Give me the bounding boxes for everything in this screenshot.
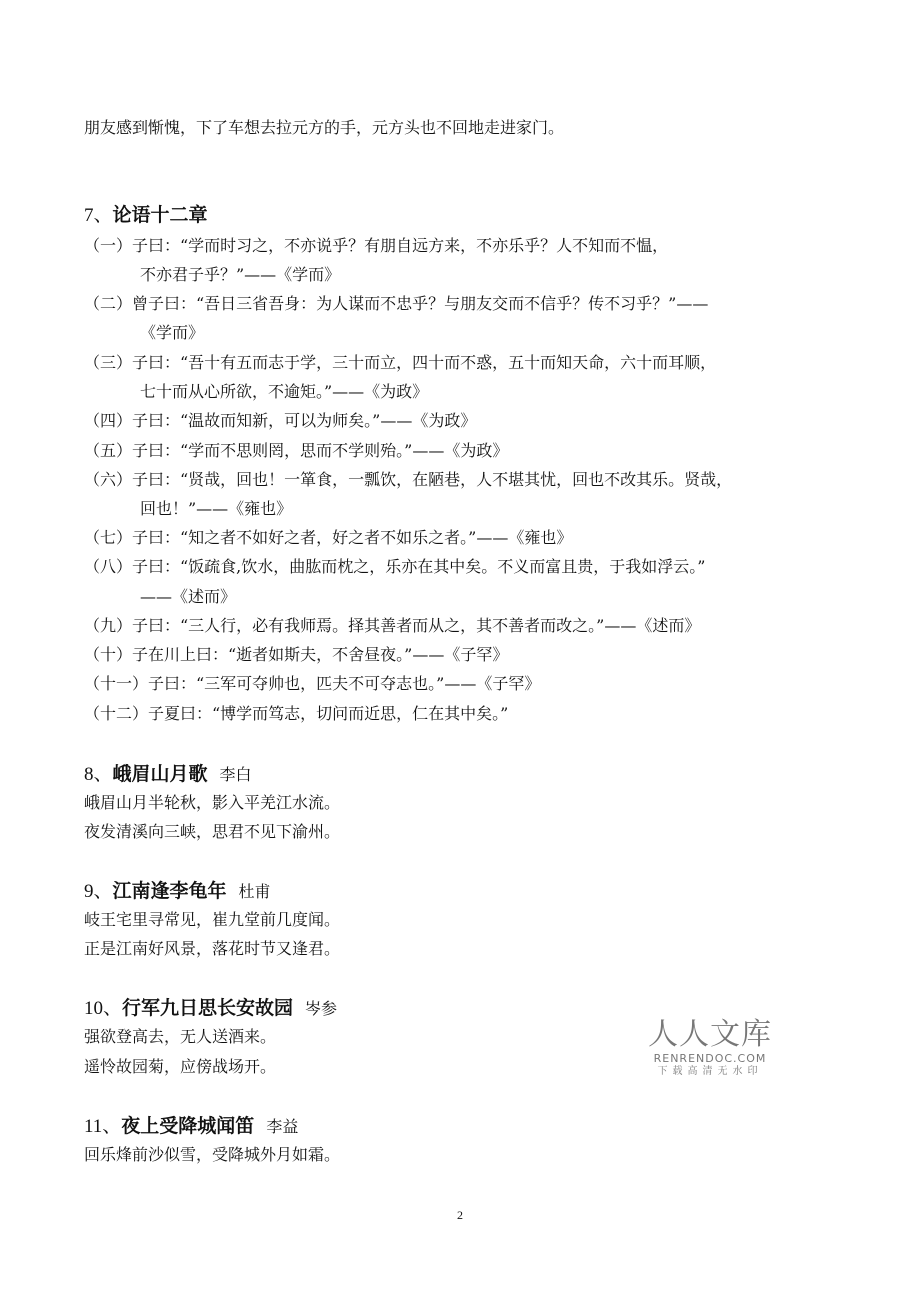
intro-line: 朋友感到惭愧，下了车想去拉元方的手，元方头也不回地走进家门。 [84,118,565,137]
analects-line: （十）子在川上曰：“逝者如斯夫，不舍昼夜。”——《子罕》 [84,645,509,664]
poem-line: 岐王宅里寻常见，崔九堂前几度闻。 [84,910,341,929]
analects-line: 回也！”——《雍也》 [140,499,293,518]
section-number: 9、 [84,881,113,902]
poem-title: 峨眉山月歌 [112,763,208,785]
watermark-main-text: 人人文库 [648,1017,772,1052]
section-7-heading [84,203,208,228]
analects-line: （十一）子曰：“三军可夺帅也，匹夫不可夺志也。”——《子罕》 [84,674,541,693]
analects-line: （一）子曰：“学而时习之，不亦说乎？有朋自远方来，不亦乐乎？人不知而不愠， [84,236,669,255]
page-number: 2 [457,1208,463,1222]
section-10-heading [84,996,337,1021]
poem-line: 峨眉山月半轮秋，影入平羌江水流。 [84,793,341,812]
poem-line: 强欲登高去，无人送酒来。 [84,1027,277,1046]
section-number: 10、 [84,998,123,1019]
analects-line: （五）子曰：“学而不思则罔，思而不学则殆。”——《为政》 [84,441,509,460]
analects-line: 《学而》 [140,323,205,342]
section-11-heading [84,1114,298,1139]
analects-line: （九）子曰：“三人行，必有我师焉。择其善者而从之，其不善者而改之。”——《述而》 [84,616,701,635]
analects-line: （三）子曰：“吾十有五而志于学，三十而立，四十而不惑，五十而知天命，六十而耳顺， [84,353,717,372]
watermark-logo [640,1018,780,1079]
analects-line: 七十而从心所欲，不逾矩。”——《为政》 [140,382,429,401]
analects-line: （七）子曰：“知之者不如好之者，好之者不如乐之者。”——《雍也》 [84,528,573,547]
poem-title: 行军九日思长安故园 [122,997,294,1019]
section-9-heading [84,879,271,904]
poem-title: 夜上受降城闻笛 [121,1115,255,1137]
section-number: 8、 [84,764,113,785]
watermark-tagline: 下载高清无水印 [657,1066,763,1077]
analects-line: （八）子曰：“饭疏食,饮水，曲肱而枕之，乐亦在其中矣。不义而富且贵，于我如浮云。” [84,557,706,576]
poem-author: 李白 [219,765,252,784]
analects-line: （四）子曰：“温故而知新，可以为师矣。”——《为政》 [84,411,477,430]
section-8-heading [84,762,252,787]
section-title: 论语十二章 [112,204,208,226]
poem-author: 李益 [266,1117,299,1136]
poem-title: 江南逢李龟年 [112,880,227,902]
poem-line: 回乐烽前沙似雪，受降城外月如霜。 [84,1145,341,1164]
poem-author: 杜甫 [238,882,271,901]
section-number: 11、 [84,1116,122,1137]
poem-line: 正是江南好风景，落花时节又逢君。 [84,939,341,958]
poem-line: 夜发清溪向三峡，思君不见下渝州。 [84,822,341,841]
poem-author: 岑参 [305,999,338,1018]
analects-line: ——《述而》 [140,587,237,606]
analects-line: （二）曾子曰：“吾日三省吾身：为人谋而不忠乎？与朋友交而不信乎？传不习乎？”—— [84,294,709,313]
analects-line: （十二）子夏曰：“博学而笃志，切问而近思，仁在其中矣。” [84,704,509,723]
watermark-url-text: RENRENDOC.COM [653,1052,767,1065]
section-number: 7、 [84,205,113,226]
poem-line: 遥怜故园菊，应傍战场开。 [84,1057,277,1076]
analects-line: （六）子曰：“贤哉，回也！一箪食，一瓢饮，在陋巷，人不堪其忧，回也不改其乐。贤哉， [84,470,733,489]
analects-line: 不亦君子乎？”——《学而》 [140,265,341,284]
